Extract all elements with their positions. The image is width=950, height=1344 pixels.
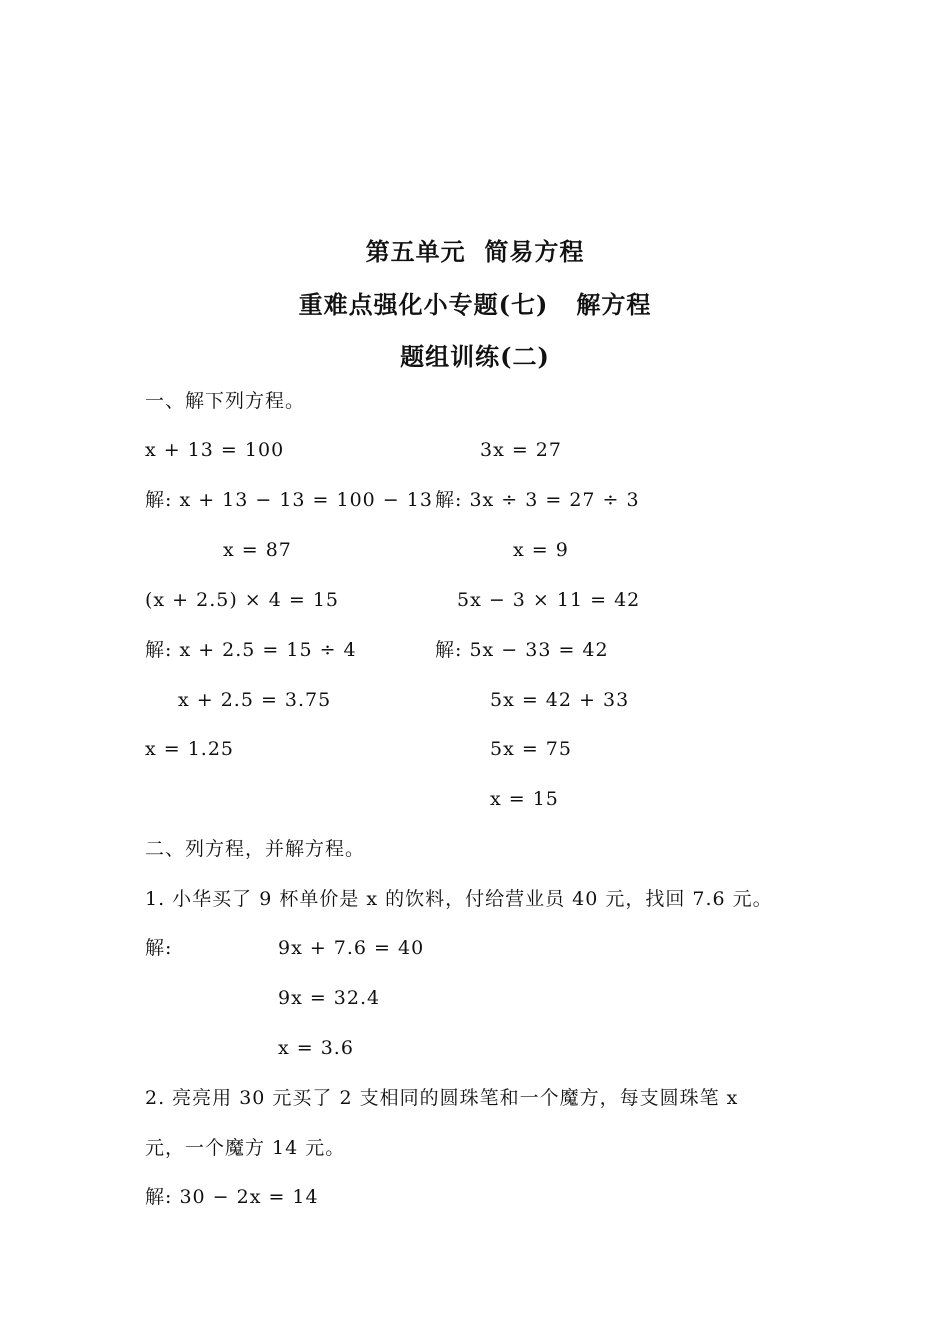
eq1-problem: x + 13 = 100 [145,439,285,461]
group-title: 题组训练(二) [400,342,550,371]
q1-step2: 9x = 32.4 [278,987,381,1009]
eq4-answer: x = 15 [490,788,559,810]
q2-step1: 解: 30 − 2x = 14 [145,1186,319,1208]
eq4-step1: 解: 5x − 33 = 42 [435,639,609,661]
eq2-step1: 解: 3x ÷ 3 = 27 ÷ 3 [435,489,640,511]
eq3-answer: x = 1.25 [145,738,235,760]
q1-answer: x = 3.6 [278,1037,354,1059]
eq4-problem: 5x − 3 × 11 = 42 [457,589,641,611]
eq1-answer: x = 87 [223,539,292,561]
eq3-problem: (x + 2.5) × 4 = 15 [145,589,340,611]
eq4-step2: 5x = 42 + 33 [490,689,630,711]
q2-text-line2: 元，一个魔方 14 元。 [145,1137,346,1159]
eq3-step1: 解: x + 2.5 = 15 ÷ 4 [145,639,357,661]
topic-title: 重难点强化小专题(七) 解方程 [298,290,652,319]
eq1-step1: 解: x + 13 − 13 = 100 − 13 [145,489,433,511]
q2-text-line1: 2. 亮亮用 30 元买了 2 支相同的圆珠笔和一个魔方，每支圆珠笔 x [145,1087,739,1109]
eq2-problem: 3x = 27 [480,439,562,461]
q1-step1: 9x + 7.6 = 40 [278,937,425,959]
q1-text: 1. 小华买了 9 杯单价是 x 的饮料，付给营业员 40 元，找回 7.6 元。 [145,888,773,910]
eq4-step3: 5x = 75 [490,738,572,760]
q1-label: 解: [145,937,173,959]
eq2-answer: x = 9 [513,539,569,561]
section2-heading: 二、列方程，并解方程。 [145,838,366,860]
unit-title: 第五单元 简易方程 [365,237,585,266]
eq3-step2: x + 2.5 = 3.75 [178,689,332,711]
section1-heading: 一、解下列方程。 [145,390,306,412]
